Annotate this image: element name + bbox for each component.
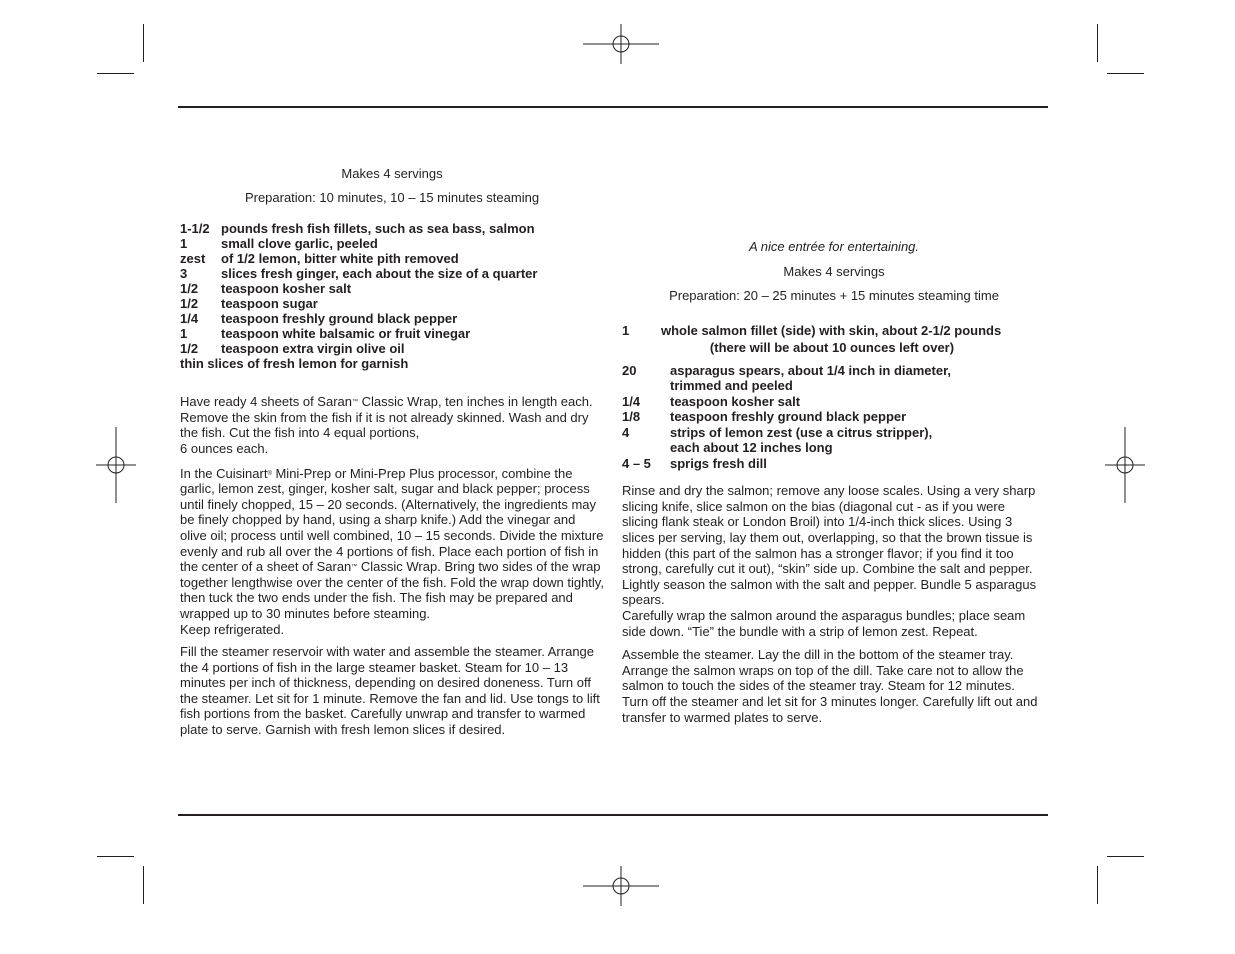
para-text: Classic Wrap. Bring two sides of the wrap together lengthwise over the center of the fish. Fold the wrap down tightly, then tuck the two ends under the fish. The fish may be prepared and wrapped up to 30 minutes before steaming.: [180, 559, 604, 621]
right-paragraph-2: Assemble the steamer. Lay the dill in the bottom of the steamer tray. Arrange the salmon wraps on top of the dill. Take care not to allow the salmon to touch the sides of the steamer tray. Steam for 12 minutes. Turn off the steamer and let sit for 3 minutes longer. Carefully lift out and transfer to warmed plates to serve.: [622, 647, 1038, 725]
registered-mark: ®: [267, 470, 272, 477]
crop-mark-bottom-left-v: [143, 866, 144, 904]
ingredient-text: sprigs fresh dill: [670, 455, 767, 471]
crop-mark-top-right-v: [1097, 24, 1098, 62]
crop-mark-bottom-right-v: [1097, 866, 1098, 904]
para-text: Mini-Prep or Mini-Prep Plus processor, combine the garlic, lemon zest, ginger, kosher salt, sugar and black pepper; process until finely chopped, 15 – 20 seconds. (Alternatively, the ingredients may be finely chopped by hand, using a sharp knife.) Add the vinegar and olive oil; process until well combined, 10 – 15 seconds. Divide the mixture evenly and rub all over the 4 portions of fish. Place each portion of fish in the center of a sheet of Saran: [180, 465, 604, 575]
ingredient-text: teaspoon sugar: [221, 296, 318, 312]
right-intro: A nice entrée for entertaining.: [748, 239, 920, 254]
ingredient-text: slices fresh ginger, each about the size of a quarter: [221, 266, 538, 282]
ingredient-text: strips of lemon zest (use a citrus stripper),: [670, 424, 933, 440]
ingredient-qty: 1/4: [622, 393, 641, 409]
ingredient-text: teaspoon freshly ground black pepper: [221, 311, 458, 327]
left-paragraph-3: Fill the steamer reservoir with water and assemble the steamer. Arrange the 4 portions of fish in the large steamer basket. Steam for 10 – 13 minutes per inch of thickness, depending on desired doneness. Turn off the steamer. Let sit for 1 minute. Remove the fan and lid. Use tongs to lift fish portions from the basket. Carefully unwrap and transfer to warmed plate to serve. Garnish with fresh lemon slices if desired.: [180, 644, 600, 738]
ingredient-text-continued: trimmed and peeled: [670, 378, 793, 394]
ingredient-row: [180, 251, 605, 266]
ingredient-row: [180, 311, 605, 326]
ingredient-row: [622, 425, 1042, 456]
ingredient-row: [622, 322, 1042, 339]
registration-mark-left: [96, 427, 136, 503]
right-column: [622, 239, 1042, 725]
ingredient-qty: zest: [180, 251, 206, 267]
trademark-mark: ™: [352, 399, 358, 406]
crop-mark-top-left-v: [143, 24, 144, 62]
garnish-line: thin slices of fresh lemon for garnish: [180, 356, 409, 372]
ingredient-row: [622, 409, 1042, 425]
right-ingredient-list: [622, 322, 1042, 472]
ingredient-row: [180, 341, 605, 356]
crop-mark-bottom-right-h: [1107, 856, 1144, 857]
right-preparation: Preparation: 20 – 25 minutes + 15 minutes steaming time: [669, 288, 999, 304]
ingredient-row: [180, 326, 605, 341]
registration-mark-right: [1105, 427, 1145, 503]
registration-mark-top: [583, 24, 659, 64]
ingredient-text: asparagus spears, about 1/4 inch in diameter,: [670, 362, 952, 378]
ingredient-text: teaspoon white balsamic or fruit vinegar: [221, 326, 471, 342]
ingredient-qty: 1: [180, 326, 188, 342]
ingredient-row: [180, 221, 605, 236]
right-servings: Makes 4 servings: [783, 263, 885, 279]
ingredient-qty: 1/2: [180, 341, 199, 357]
crop-mark-top-right-h: [1107, 73, 1144, 74]
ingredient-qty: 3: [180, 266, 188, 282]
ingredient-qty: 1/4: [180, 311, 199, 327]
bottom-rule: [178, 814, 1048, 816]
para-text: Rinse and dry the salmon; remove any loose scales. Using a very sharp slicing knife, slice salmon on the bias (diagonal cut - as if you were slicing flank steak or London Broil) into 1/4-inch thick slices. Using 3 slices per serving, lay them out, overlapping, so that the brown tissue is hidden (this part of the salmon has a stronger flavor; if you find it too strong, carefully cut it out), “skin” side up. Combine the salt and pepper. Lightly season the salmon with the salt and pepper. Bundle 5 asparagus spears.: [622, 483, 1037, 608]
ingredient-qty: 1/2: [180, 296, 199, 312]
ingredient-qty: 4 – 5: [622, 455, 651, 471]
ingredient-text-continued: each about 12 inches long: [670, 440, 833, 456]
ingredient-qty: 20: [622, 362, 637, 378]
ingredient-text: teaspoon kosher salt: [221, 281, 352, 297]
ingredient-row: [180, 236, 605, 251]
top-rule: [178, 106, 1048, 108]
left-preparation: Preparation: 10 minutes, 10 – 15 minutes steaming: [244, 189, 540, 205]
para-text: In the Cuisinart: [180, 465, 268, 481]
ingredient-text: whole salmon fillet (side) with skin, about 2-1/2 pounds: [661, 322, 1002, 338]
para-text: Keep refrigerated.: [180, 621, 285, 637]
para-text: Have ready 4 sheets of Saran: [180, 394, 352, 410]
left-paragraph-2: [180, 466, 605, 638]
ingredient-text: pounds fresh fish fillets, such as sea bass, salmon: [221, 221, 535, 237]
registration-mark-bottom: [583, 866, 659, 906]
ingredient-text: of 1/2 lemon, bitter white pith removed: [221, 251, 459, 267]
left-paragraph-1: [180, 394, 605, 456]
ingredient-row: [180, 281, 605, 296]
left-servings: Makes 4 servings: [341, 166, 443, 181]
right-paragraph-1: [622, 483, 1042, 639]
ingredient-text: teaspoon freshly ground black pepper: [670, 409, 907, 425]
left-column: [180, 166, 605, 738]
ingredient-text: small clove garlic, peeled: [221, 236, 378, 252]
ingredient-qty: 1: [180, 236, 188, 252]
ingredient-qty: 1-1/2: [180, 221, 210, 237]
trademark-mark: ™: [351, 564, 358, 571]
ingredient-qty: 1/8: [622, 409, 641, 425]
ingredient-row: [180, 266, 605, 281]
ingredient-qty: 4: [622, 424, 630, 440]
para-text: 6 ounces each.: [180, 440, 269, 456]
ingredient-text: teaspoon kosher salt: [670, 393, 801, 409]
ingredient-row: [622, 456, 1042, 472]
ingredient-qty: 1/2: [180, 281, 199, 297]
ingredient-text: teaspoon extra virgin olive oil: [221, 341, 405, 357]
ingredient-row: [180, 296, 605, 311]
crop-mark-top-left-h: [97, 73, 134, 74]
para-text: Carefully wrap the salmon around the asparagus bundles; place seam side down. “Tie” the bundle with a strip of lemon zest. Repeat.: [622, 608, 1026, 639]
left-ingredient-list: [180, 221, 605, 371]
para-text: Classic Wrap, ten inches in length each. Remove the skin from the fish if it is not already skinned. Wash and dry the fish. Cut the fish into 4 equal portions,: [180, 394, 593, 441]
ingredient-row: [622, 394, 1042, 410]
ingredient-text-continued: (there will be about 10 ounces left over): [709, 339, 955, 355]
ingredient-qty: 1: [622, 322, 630, 338]
crop-mark-bottom-left-h: [97, 856, 134, 857]
ingredient-row: [622, 363, 1042, 394]
